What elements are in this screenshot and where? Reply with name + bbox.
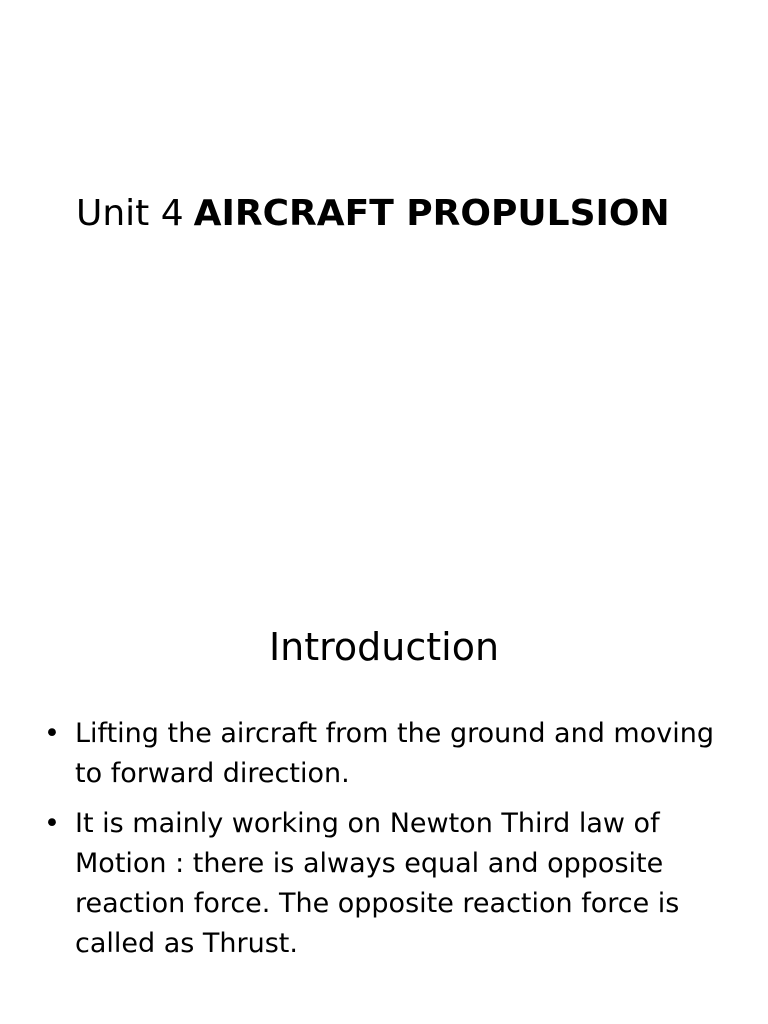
bullet-text: It is mainly working on Newton Third law of Motion : there is always equal and opposite reaction force. The opposite reaction force is called as Thrust. [75, 808, 680, 959]
bullet-icon: • [44, 808, 60, 839]
section-heading: Introduction [268, 625, 500, 669]
list-item [44, 804, 724, 964]
page-title [76, 190, 670, 238]
slide-introduction [0, 512, 768, 1024]
title-prefix: Unit 4 [76, 193, 184, 234]
bullet-list [44, 714, 724, 974]
list-item [44, 714, 724, 794]
bullet-text: Lifting the aircraft from the ground and moving to forward direction. [75, 718, 714, 789]
bullet-icon: • [44, 718, 60, 749]
title-main: AIRCRAFT PROPULSION [193, 193, 670, 234]
